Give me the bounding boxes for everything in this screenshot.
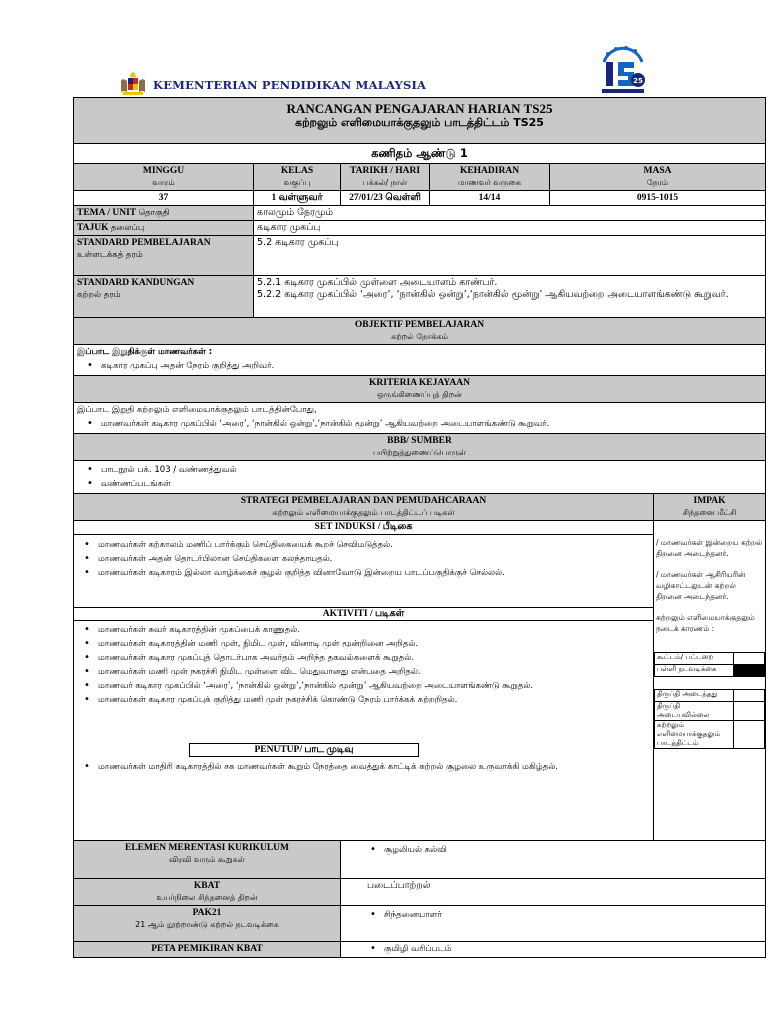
peta-value: • குமிழி வரிப்படம் bbox=[384, 943, 762, 955]
emk-row bbox=[74, 841, 766, 879]
malaysia-crest-icon bbox=[118, 70, 148, 96]
kriteria-intro: இப்பாட இறுதி கற்றலும் எளிமையாக்குதலும் பாடத்தின்போது, bbox=[77, 405, 317, 415]
info-header-row bbox=[74, 164, 766, 191]
kriteria-sub: ஒருங்கிணைப்புத் திறன் bbox=[377, 390, 462, 399]
kriteria-body bbox=[74, 403, 766, 434]
pak21-row bbox=[74, 906, 766, 942]
tarikh-label: TARIKH / HARI bbox=[349, 166, 421, 176]
objektif-title: OBJEKTIF PEMBELAJARAN bbox=[354, 320, 485, 330]
peta-label: PETA PEMIKIRAN KBAT bbox=[74, 942, 341, 958]
strategi-sub: கற்றலும் எளிமையாக்குதலும் பாடத்திட்டப் படிகள் bbox=[272, 508, 455, 517]
sp-label: STANDARD PEMBELAJARAN bbox=[77, 238, 211, 248]
subject-title: கணிதம் ஆண்டு 1 bbox=[74, 144, 766, 164]
list-item: • மாணவர்கள் மாதிரி கடிகாரத்தில் சக மாணவர்கள் கூறும் நேரத்தை வைத்துக் காட்டிக் கற்றல் சூழலை உருவாக்கி மகிழ்தல். bbox=[98, 761, 653, 773]
minggu-value: 37 bbox=[74, 191, 254, 206]
masa-sub: நேரம் bbox=[646, 178, 669, 187]
list-item: • மாணவர்கள் கற்காலம் மணிப் பார்க்கும் செய்திகையைக் கூறச் செவிமடுத்தல். bbox=[98, 539, 653, 551]
sk-label-tamil: கற்றல் தரம் bbox=[77, 290, 121, 300]
sp-row bbox=[74, 236, 766, 276]
satisfaction-option: திருப்தி அடைந்தது bbox=[655, 690, 734, 702]
svg-text:25: 25 bbox=[633, 77, 643, 85]
kehadiran-sub: மாணவர் வருகை bbox=[458, 178, 521, 187]
pak21-label: PAK21 bbox=[192, 908, 222, 918]
title-row bbox=[74, 98, 766, 144]
penutup-title: PENUTUP/ பாட முடிவு bbox=[254, 745, 354, 755]
list-item: • மாணவர்கள் கடிகார முகப்புக் குறித்து மணி முள் நகரச்சிக் கொண்டு நேரம் பார்க்கக் கற்றறிதல். bbox=[98, 694, 653, 706]
emk-value: • சூழலியல் கல்வி bbox=[384, 844, 762, 856]
kbat-value: படைப்பாற்றல் bbox=[341, 879, 766, 906]
impak-title: IMPAK bbox=[693, 496, 726, 506]
kbat-row bbox=[74, 879, 766, 906]
pak21-value: • சிந்தனையாளர் bbox=[384, 909, 762, 921]
impak-note-3: கற்றலும் எளிமையாக்குதலும் நடைக் காரணம் : bbox=[656, 613, 755, 633]
peta-row bbox=[74, 942, 766, 958]
minggu-label: MINGGU bbox=[142, 166, 185, 176]
list-item: • மாணவர்கள் கடிகார முகப்பில் ‘அரை’, ‘நான்கில் ஒன்று’,‘நான்கில் மூன்று’ ஆகியவற்றை அடையாளங்கண்டு கூறுவர். bbox=[101, 418, 762, 430]
plan-title-tamil: கற்றலும் எளிமையாக்குதலும் பாடத்திட்டம் TS25 bbox=[295, 116, 544, 129]
tajuk-row bbox=[74, 221, 766, 236]
objektif-body bbox=[74, 345, 766, 376]
reason-option: கூட்டம்/ பட்டறை bbox=[655, 653, 734, 665]
sk-item-1: 5.2.1 கடிகார முகப்பில் முள்ளை அடையாளம் காண்பர். bbox=[257, 277, 498, 288]
impak-note-2: / மாணவர்கள் ஆசிரியரின் வழிகாட்டலுடன் கற்றல் திறனை அடைந்தனர். bbox=[656, 570, 746, 601]
list-item: • வண்ணப்படங்கள் bbox=[101, 478, 762, 490]
kelas-value: 1 வள்ளுவர் bbox=[254, 191, 341, 206]
strategi-title: STRATEGI PEMBELAJARAN DAN PEMUDAHCARAAN bbox=[240, 496, 487, 506]
tema-row bbox=[74, 206, 766, 221]
ministry-name: KEMENTERIAN PENDIDIKAN MALAYSIA bbox=[153, 78, 427, 92]
tarikh-value: 27/01/23 வெள்ளி bbox=[341, 191, 430, 206]
tema-label: TEMA / UNIT bbox=[77, 208, 137, 218]
list-item: • மாணவர்கள் கடிகாரம் இல்லா வாழ்க்கைச் சூழல் குறித்த வினாவோடு இன்றைய பாடப்பகுதிக்குச் செல்லல். bbox=[98, 567, 653, 579]
impak-reason-table bbox=[654, 652, 765, 677]
sp-label-tamil: உள்ளடக்கத் தரம் bbox=[77, 250, 143, 260]
page-header bbox=[0, 0, 768, 95]
emk-sub: விரவி வரும் கூறுகள் bbox=[169, 855, 245, 864]
list-item: • மாணவர்கள் சுவர் கடிகாரத்தின் முகப்பைக் காணுதல். bbox=[98, 624, 653, 636]
tema-label-tamil: தொகுதி bbox=[138, 208, 170, 218]
info-values-row bbox=[74, 191, 766, 206]
bbb-title: BBB/ SUMBER bbox=[387, 436, 452, 446]
bbb-sub: பயிற்றுத்துணைப்பொருள் bbox=[372, 448, 467, 457]
minggu-sub: வாரம் bbox=[152, 178, 175, 187]
sk-item-2: 5.2.2 கடிகார முகப்பில் ‘அரை’, ‘நான்கில் ஒன்று’,‘நான்கில் மூன்று’ ஆகியவற்றை அடையாளங்கண்டு கூறுவர். bbox=[257, 289, 729, 300]
kelas-label: KELAS bbox=[280, 166, 314, 176]
kriteria-title: KRITERIA KEJAYAAN bbox=[369, 378, 470, 388]
objektif-sub: கற்றல் நோக்கம் bbox=[391, 332, 448, 341]
lesson-plan-table bbox=[73, 97, 766, 958]
masa-value: 0915-1015 bbox=[550, 191, 766, 206]
kbat-sub: உயர்நிலை சிந்தனைத் திறன் bbox=[156, 893, 258, 902]
list-item: • மாணவர்கள் மணி முள் நகரச்சி நிமிட முள்ளை விட மெதுவானது என்பதை அறிதல். bbox=[98, 666, 653, 678]
tajuk-label: TAJUK bbox=[77, 223, 109, 233]
masa-label: MASA bbox=[643, 166, 672, 176]
sp-value: 5.2 கடிகார முகப்பு bbox=[254, 236, 766, 276]
sk-label: STANDARD KANDUNGAN bbox=[77, 278, 195, 288]
objektif-intro: இப்பாட இறுதிக்குள் மாணவர்கள் : bbox=[77, 347, 213, 357]
impak-note-1: / மாணவர்கள் இன்றைய கற்றல் திறனை அடைந்தனர். bbox=[656, 538, 763, 558]
ts25-logo-icon bbox=[596, 44, 650, 96]
strategi-header-row bbox=[74, 494, 766, 521]
list-item: • மாணவர்கள் கடிகார முகப்புத் தொடர்பாக அவர்தம் அறிந்த தகவல்களைக் கூறுதல். bbox=[98, 652, 653, 664]
tarikh-sub: பக்கல்/ நாள் bbox=[362, 178, 408, 187]
kehadiran-value: 14/14 bbox=[430, 191, 550, 206]
kelas-sub: வகுப்பு bbox=[283, 178, 311, 187]
sk-row bbox=[74, 276, 766, 318]
impak-column bbox=[654, 521, 766, 841]
pak21-sub: 21 ஆம் நூற்றாண்டு கற்றல் நடவடிக்கை bbox=[135, 920, 279, 929]
impak-satisfaction-table bbox=[654, 689, 765, 749]
list-item: • கடிகார முகப்பு அதன் நேரம் குறித்து அறிவர். bbox=[101, 360, 762, 372]
satisfaction-option: கற்றலும் எளிமையாக்குதலும் பாடத்திட்டம் bbox=[655, 721, 734, 749]
plan-title: RANCANGAN PENGAJARAN HARIAN TS25 bbox=[286, 101, 553, 116]
kehadiran-label: KEHADIRAN bbox=[459, 166, 520, 176]
impak-sub: சிந்தனை மீட்சி bbox=[682, 508, 737, 517]
satisfaction-option: திருப்தி அடையவில்லை bbox=[655, 702, 734, 721]
tajuk-value: கடிகார முகப்பு bbox=[254, 221, 766, 236]
reason-option: பள்ளி நடவடிக்கை bbox=[655, 665, 734, 677]
set-induksi-title: SET INDUKSI / பீடிகை bbox=[314, 522, 413, 532]
list-item: • மாணவர் கடிகார முகப்பில் ‘அரை’, ‘நான்கில் ஒன்று’,‘நான்கில் மூன்று’ ஆகியவற்றை அடையாளங்கண்டு கூறுதல். bbox=[98, 680, 653, 692]
emk-label: ELEMEN MERENTASI KURIKULUM bbox=[125, 843, 289, 853]
list-item: • மாணவர்கள் அதன் தொடர்பிலான செய்திகளை கலந்தாயதல். bbox=[98, 553, 653, 565]
tajuk-label-tamil: தலைப்பு bbox=[110, 223, 145, 233]
tema-value: காலமும் நேரமும் bbox=[254, 206, 766, 221]
kbat-label: KBAT bbox=[193, 881, 221, 891]
list-item: • பாடநூல் பக். 103 / வண்ணத்துவல் bbox=[101, 464, 762, 476]
strategi-body-row bbox=[74, 521, 766, 841]
aktiviti-title: AKTIVITI / படிகள் bbox=[322, 609, 405, 619]
bbb-body bbox=[74, 461, 766, 494]
list-item: • மாணவர்கள் கடிகாரத்தின் மணி முள், நிமிட முள், வினாடி முள் மூன்றினை அறிதல். bbox=[98, 638, 653, 650]
